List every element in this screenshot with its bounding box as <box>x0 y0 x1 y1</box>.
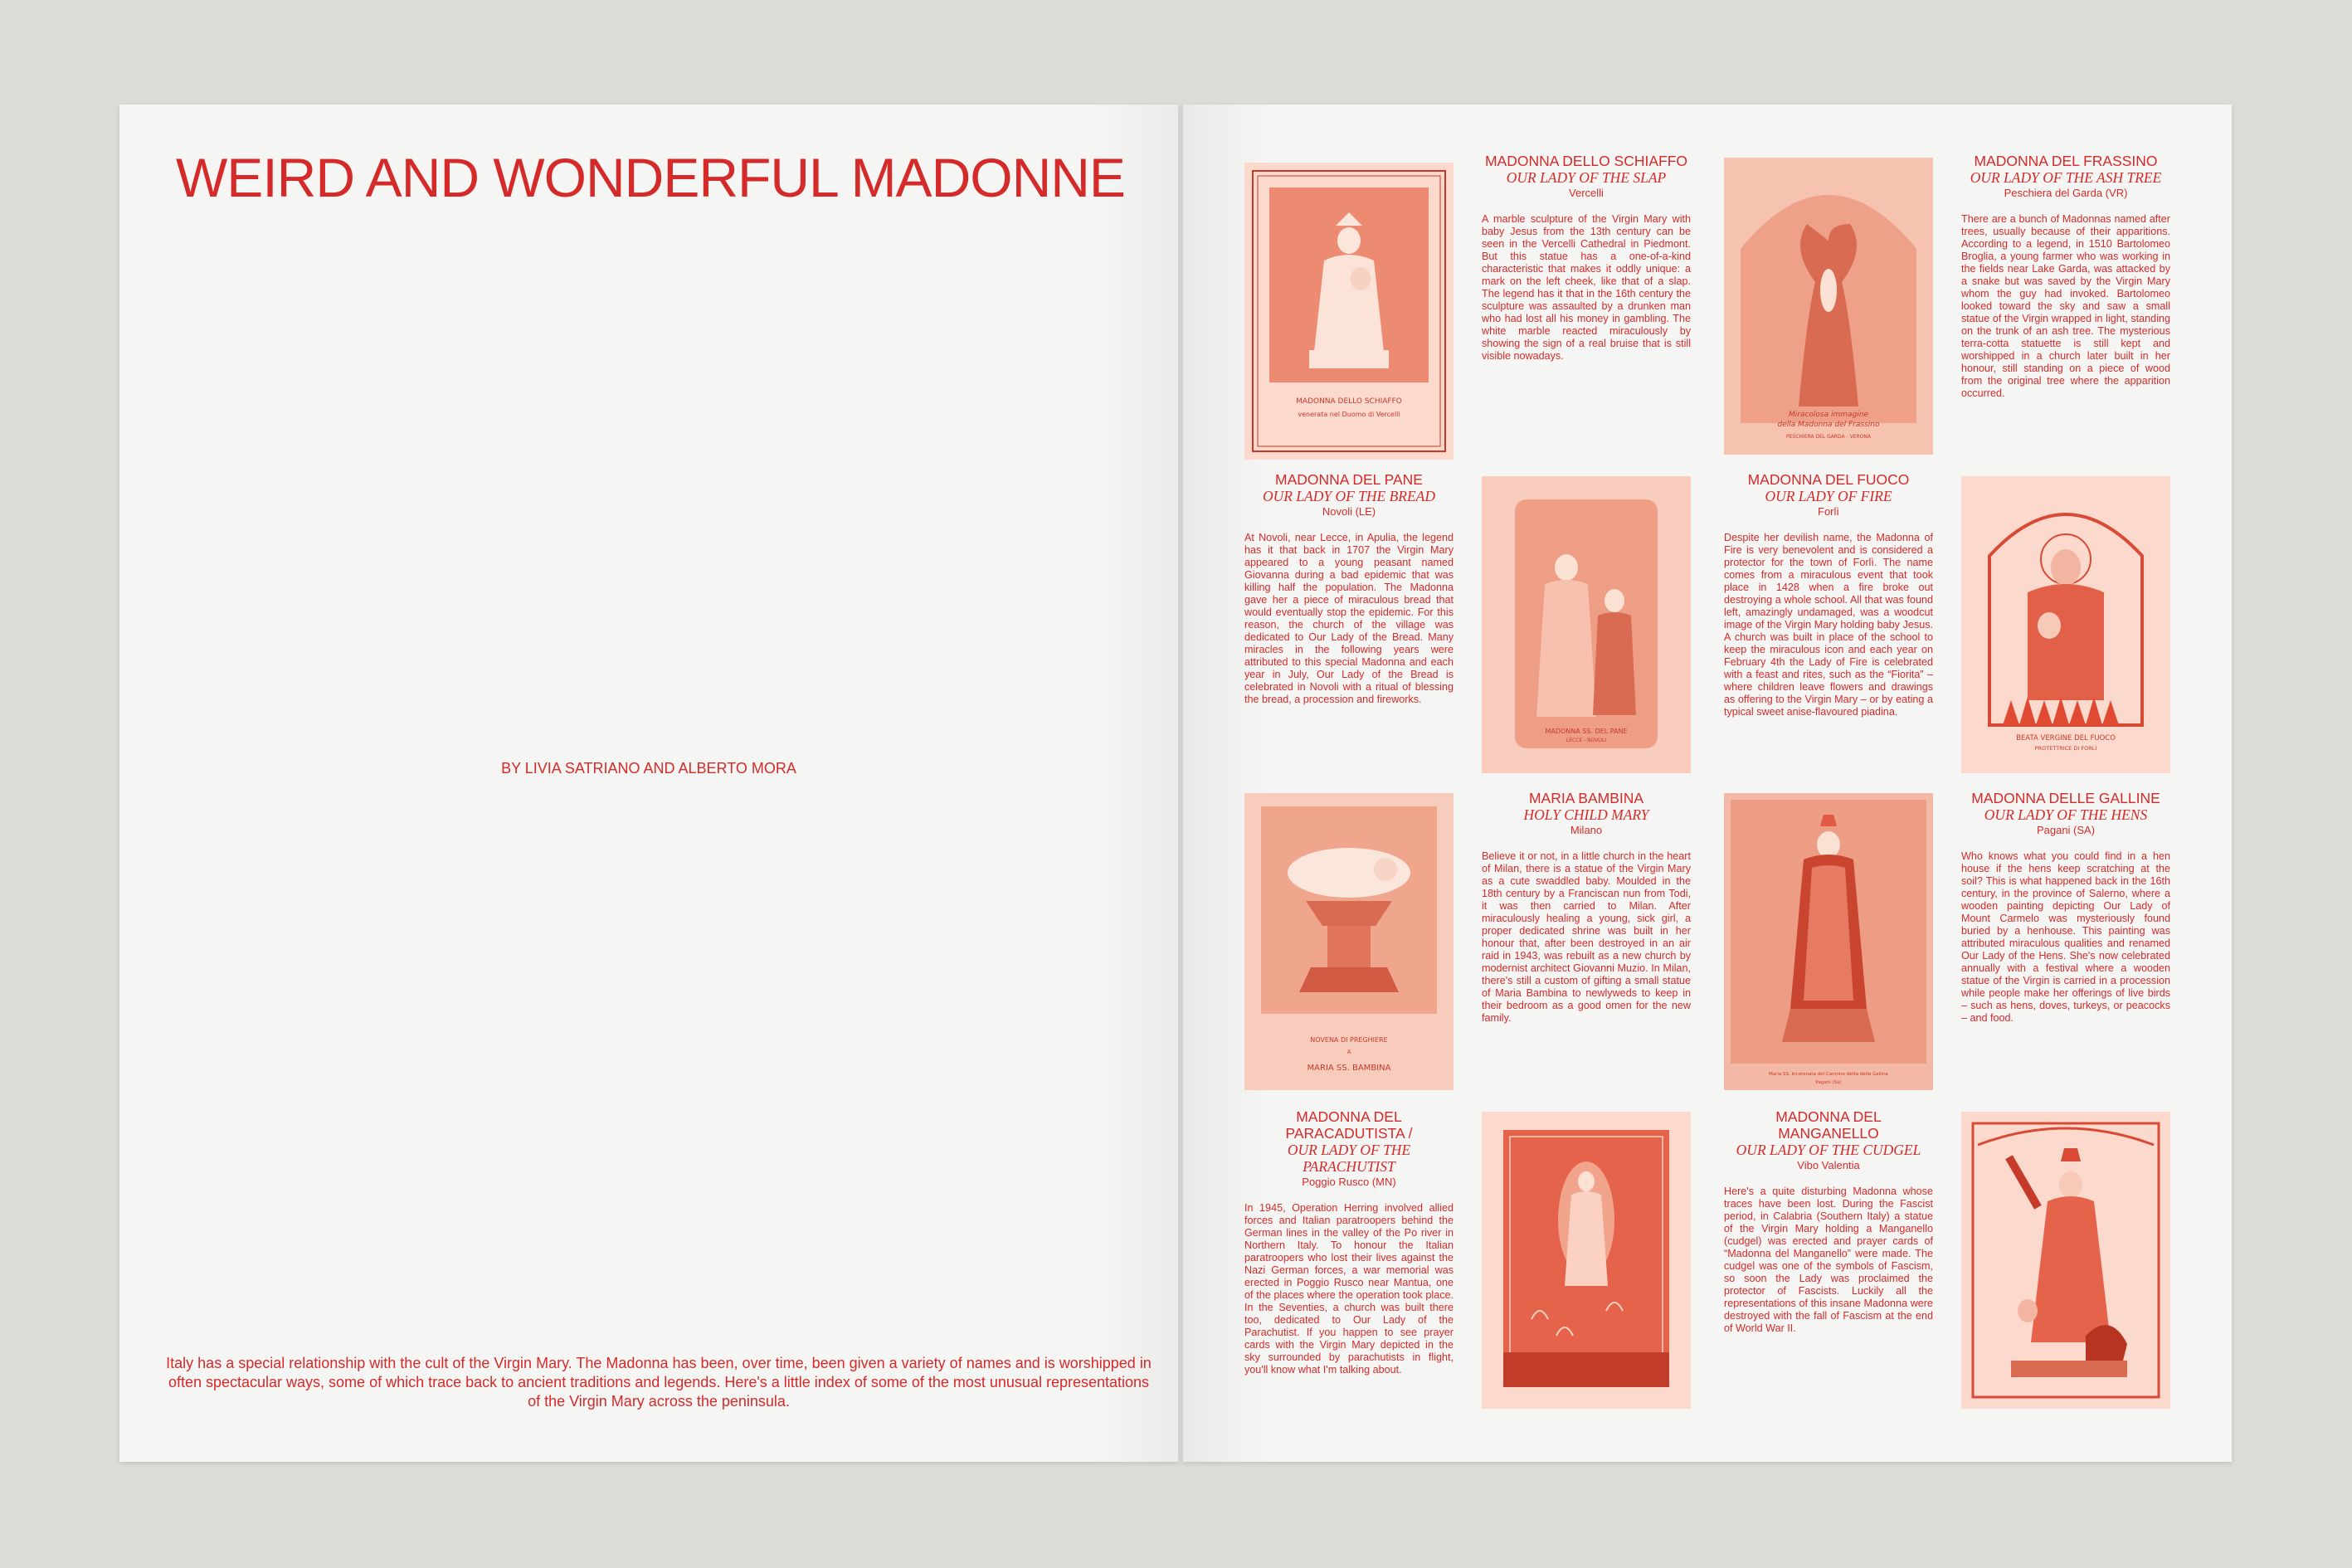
card-caption-sub: PROTETTRICE DI FORLÌ <box>2034 745 2097 752</box>
prayer-card-bambina <box>1244 793 1454 1090</box>
entry-galline <box>1961 790 2170 1025</box>
entry-body: Believe it or not, in a little church in the heart of Milan, there is a statue of the Virgin Mary as a cute swaddled baby. Moulded in the 18th century by a Franciscan nun from Todi, it was then carried to Milan. After miraculously healing a young, sick girl, a proper dedicated shrine was built in her honour that, after been destroyed in an air raid in 1943, was rebuilt as a new church by modernist architect Giovanni Muzio. In Milan, there's still a custom of gifting a small statue of Maria Bambina to newlyweds to keep in their bedroom as a good omen for the new family. <box>1482 850 1691 1024</box>
cudgel-madonna-illustration <box>1961 1112 2170 1409</box>
entry-location: Novoli (LE) <box>1322 505 1376 518</box>
entry-body: A marble sculpture of the Virgin Mary with baby Jesus from the 13th century can be seen in the Vercelli Cathedral in Piedmont. But this statue has a one-of-a-kind characteristic that makes it oddly unique: a mark on the left cheek, like that of a slap. The legend has it that in the 16th century the sculpture was assaulted by a drunken man who had lost all his money in gambling. The white marble reacted miraculously by showing the sign of a real bruise that is still visible nowadays. <box>1482 213 1691 362</box>
entry-paracadutista <box>1244 1108 1454 1376</box>
card-caption-sub: LECCE - NOVOLI <box>1566 738 1607 743</box>
card-caption-sub: venerata nel Duomo di Vercelli <box>1298 411 1400 418</box>
entry-subtitle: OUR LADY OF THE BREAD <box>1262 488 1436 504</box>
card-caption-place: PESCHIERA DEL GARDA - VERONA <box>1786 434 1871 440</box>
card-caption-title: MARIA SS. BAMBINA <box>1307 1064 1391 1073</box>
entry-body: There are a bunch of Madonnas named after trees, usually because of their apparitions. According to a legend, in 1510 Bartolomeo Broglia, a young farmer who was working in the fields near Lake Garda, was attacked by a snake but was saved by the Virgin Mary whom the guy had invoked. Bartolomeo looked toward the sky and saw a small statue of the Virgin wrapped in light, standing on the trunk of an ash tree. The mysterious terra-cotta statuette is still kept and worshipped in a church later built in her honour, still standing on a piece of wood from the original tree where the apparition occurred. <box>1961 213 2170 399</box>
card-caption: Miracolosa immagine <box>1788 411 1869 419</box>
prayer-card-galline <box>1724 793 1933 1090</box>
hens-madonna-illustration <box>1724 793 1933 1090</box>
entry-body: At Novoli, near Lecce, in Apulia, the legend has it that back in 1707 the Virgin Mary appeared to a young peasant named Giovanna during a bad epidemic that was killing half the population. The Madonna gave her a piece of miraculous bread that would eventually stop the epidemic. For this reason, the church of the village was dedicated to Our Lady of the Bread. Many miracles in the following years were attributed to this special Madonna and each year in July, Our Lady of the Bread is celebrated in Novoli with a ritual of blessing the bread, a procession and fireworks. <box>1244 532 1454 705</box>
entry-subtitle: OUR LADY OF THE ASH TREE <box>1970 169 2162 186</box>
entry-title: MADONNA DELLO SCHIAFFO <box>1484 153 1688 169</box>
entry-location: Peschiera del Garda (VR) <box>2004 187 2128 199</box>
card-caption: NOVENA DI PREGHIERE <box>1310 1036 1388 1044</box>
entry-title: MARIA BAMBINA <box>1528 790 1644 806</box>
prayer-card-frassino <box>1724 158 1933 455</box>
entry-body: Here's a quite disturbing Madonna whose traces have been lost. During the Fascist period, in Calabria (Southern Italy) a statue of the Virgin Mary holding a Manganello (cudgel) was erected and prayer cards of “Madonna del Manganello” were made. The cudgel was one of the symbols of Fascism, so soon the Lady was proclaimed the protector of Fascists. Luckily all the representations of this insane Madonna were destroyed with the fall of Fascism at the end of World War II. <box>1724 1186 1933 1334</box>
page-title: WEIRD AND WONDERFUL MADONNE <box>176 147 1125 208</box>
entry-location: Vibo Valentia <box>1797 1159 1860 1171</box>
entry-body: Who knows what you could find in a hen house if the hens keep scratching at the soil? This is what happened back in the 16th century, in the province of Salerno, where a wooden painting depicting Our Lady of Mount Carmelo was mysteriously found buried by a henhouse. This painting was attributed miraculous qualities and renamed Our Lady of the Hens. She's now celebrated annually with a festival where a wooden statue of the Virgin is carried in a procession while people make her offerings of live birds – such as hens, doves, turkeys, or peacocks – and food. <box>1961 850 2170 1024</box>
entry-pane <box>1244 471 1454 706</box>
prayer-card-fuoco <box>1961 476 2170 773</box>
entry-schiaffo <box>1482 153 1691 363</box>
entry-title: MADONNA DEL PARACADUTISTA / <box>1285 1108 1413 1142</box>
entry-manganello <box>1724 1108 1933 1335</box>
entry-title: MADONNA DEL PANE <box>1275 471 1423 488</box>
bread-illustration <box>1482 476 1691 773</box>
byline: BY LIVIA SATRIANO AND ALBERTO MORA <box>501 760 796 777</box>
entry-title: MADONNA DEL FUOCO <box>1747 471 1910 488</box>
left-page <box>119 105 1178 1462</box>
prayer-card-manganello <box>1961 1112 2170 1409</box>
entry-location: Milano <box>1570 824 1603 836</box>
fire-illustration <box>1961 476 2170 773</box>
entry-subtitle: OUR LADY OF THE CUDGEL <box>1736 1142 1921 1158</box>
entry-title: MADONNA DEL FRASSINO <box>1974 153 2158 169</box>
entry-title: MADONNA DEL MANGANELLO <box>1775 1108 1882 1142</box>
card-caption: MADONNA SS. DEL PANE <box>1545 728 1628 735</box>
prayer-card-schiaffo <box>1244 163 1454 460</box>
entry-frassino <box>1961 153 2170 400</box>
entry-subtitle: OUR LADY OF THE HENS <box>1984 806 2148 823</box>
entry-subtitle: OUR LADY OF THE PARACHUTIST <box>1287 1142 1411 1175</box>
child-mary-illustration <box>1244 793 1454 1090</box>
card-caption: BEATA VERGINE DEL FUOCO <box>2016 734 2116 743</box>
entry-subtitle: HOLY CHILD MARY <box>1523 806 1649 823</box>
card-caption-sub: Pagani (Sa) <box>1815 1080 1842 1085</box>
entry-location: Pagani (SA) <box>2036 824 2096 836</box>
card-caption-sub: della Madonna del Frassino <box>1777 421 1880 429</box>
entry-location: Vercelli <box>1569 187 1604 199</box>
entry-location: Forlì <box>1818 505 1839 518</box>
ash-tree-illustration <box>1724 158 1933 455</box>
entry-fuoco <box>1724 471 1933 718</box>
prayer-card-pane <box>1482 476 1691 773</box>
parachutist-illustration <box>1482 1112 1691 1409</box>
card-caption: Maria SS. Incoronata del Carmine detta delle Galline <box>1768 1072 1889 1077</box>
right-page <box>1183 105 2232 1462</box>
entry-title: MADONNA DELLE GALLINE <box>1971 790 2160 806</box>
statue-illustration <box>1244 163 1454 460</box>
entry-body: Despite her devilish name, the Madonna of Fire is very benevolent and is considered a protector for the town of Forlì. The name comes from a miraculous event that took place in 1428 when a fire broke out destroying a whole school. All that was found left, amazingly undamaged, was a woodcut image of the Virgin Mary holding baby Jesus. A church was built in place of the school to keep the miraculous icon and each year on February 4th the Lady of Fire is celebrated with a feast and rites, such as the “Fiorita” – where children leave flowers and drawings as offering to the Virgin Mary – or by eating a typical sweet anise-flavoured piadina. <box>1724 532 1933 718</box>
entry-body: In 1945, Operation Herring involved allied forces and Italian paratroopers behind the German lines in the valley of the Po river in Northern Italy. To honour the Italian paratroopers who lost their lives against the Nazi German forces, a war memorial was erected in Poggio Rusco near Mantua, one of the places where the operation took place. In the Seventies, a church was built there too, dedicated to Our Lady of the Parachutist. If you happen to see prayer cards with the Virgin Mary depicted in the sky surrounded by parachutists in flight, you'll know what I'm talking about. <box>1244 1202 1454 1376</box>
entry-subtitle: OUR LADY OF FIRE <box>1765 488 1892 504</box>
prayer-card-paracadutista <box>1482 1112 1691 1409</box>
entry-location: Poggio Rusco (MN) <box>1302 1176 1396 1188</box>
card-caption-sub: A <box>1346 1049 1351 1055</box>
intro-paragraph: Italy has a special relationship with the cult of the Virgin Mary. The Madonna has been, over time, been given a variety of names and is worshipped in often spectacular ways, some of which trace back to ancient traditions and legends. Here's a little index of some of the most unusual representations of the Virgin Mary across the peninsula. <box>166 1355 1152 1410</box>
card-caption: MADONNA DELLO SCHIAFFO <box>1296 397 1402 406</box>
entry-subtitle: OUR LADY OF THE SLAP <box>1506 169 1667 186</box>
entry-bambina <box>1482 790 1691 1025</box>
